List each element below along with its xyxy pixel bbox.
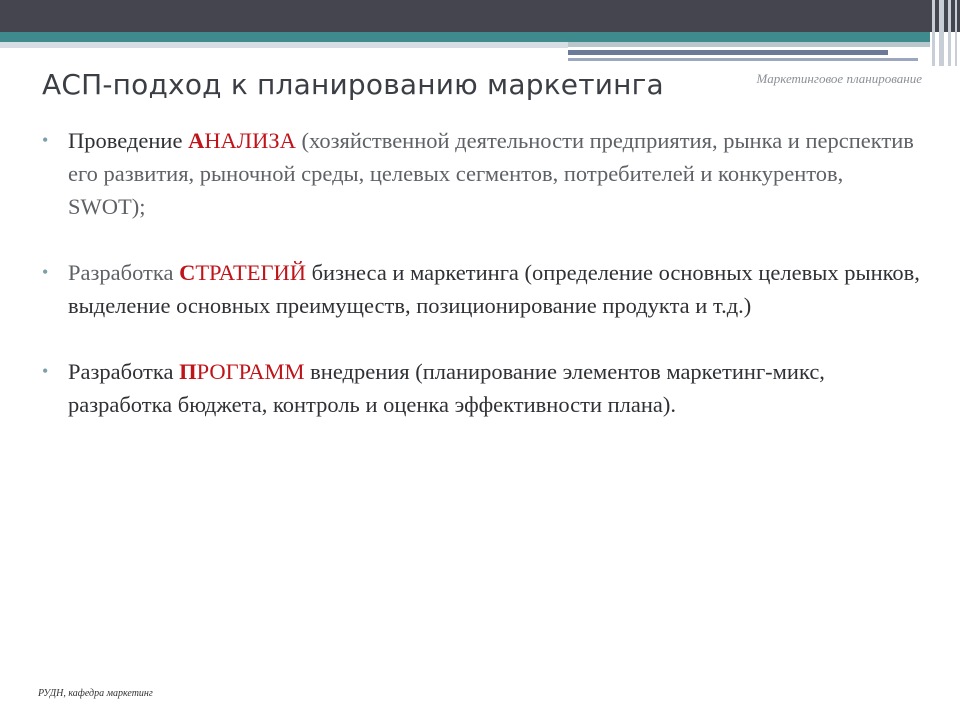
- bullet-item-analysis: [42, 124, 922, 223]
- bullet-accent-word: НАЛИЗА: [204, 128, 296, 153]
- footer-text: РУДН, кафедра маркетинг: [38, 688, 153, 699]
- corner-stripe: [948, 0, 951, 66]
- top-band-light: [0, 42, 568, 48]
- top-band-teal: [0, 32, 930, 42]
- bullet-icon: •: [42, 130, 49, 150]
- corner-stripe: [939, 0, 944, 66]
- bullet-accent-letter: П: [179, 359, 197, 384]
- bullet-text: внедрения (планирование элементов маркетинг-микс, разработка бюджета, контроль и оценка эффективности плана).: [68, 359, 825, 417]
- bullet-item-programs: [42, 355, 922, 421]
- bullet-accent-word: РОГРАММ: [196, 359, 305, 384]
- top-band-light-right: [568, 42, 930, 47]
- bullet-list: [42, 124, 922, 454]
- bullet-accent-letter: А: [188, 128, 205, 153]
- bullet-item-strategy: [42, 256, 922, 322]
- corner-stripe: [955, 0, 957, 66]
- bullet-text: (хозяйственной деятельности предприятия, рынка и перспектив его развития, рыночной среды, целевых сегментов, потребителей и конкурентов, SWOT);: [68, 128, 914, 219]
- header-caption: Маркетинговое планирование: [756, 71, 922, 86]
- corner-stripes: [930, 0, 960, 66]
- corner-stripe: [932, 0, 935, 66]
- bullet-lead: Разработка: [68, 260, 180, 285]
- top-band-blue: [568, 50, 888, 55]
- bullet-icon: •: [42, 361, 49, 381]
- slide-title: АСП-подход к планированию маркетинга: [42, 68, 664, 101]
- bullet-accent-letter: С: [179, 260, 196, 285]
- bullet-lead: Проведение: [68, 128, 189, 153]
- top-band-blue-thin: [568, 58, 918, 61]
- bullet-icon: •: [42, 262, 49, 282]
- bullet-accent-word: ТРАТЕГИЙ: [195, 260, 306, 285]
- bullet-lead: Разработка: [68, 359, 180, 384]
- top-band-dark: [0, 0, 928, 32]
- bullet-text: бизнеса и маркетинга (определение основных целевых рынков, выделение основных преимуществ, позиционирование продукта и т.д.): [68, 260, 920, 318]
